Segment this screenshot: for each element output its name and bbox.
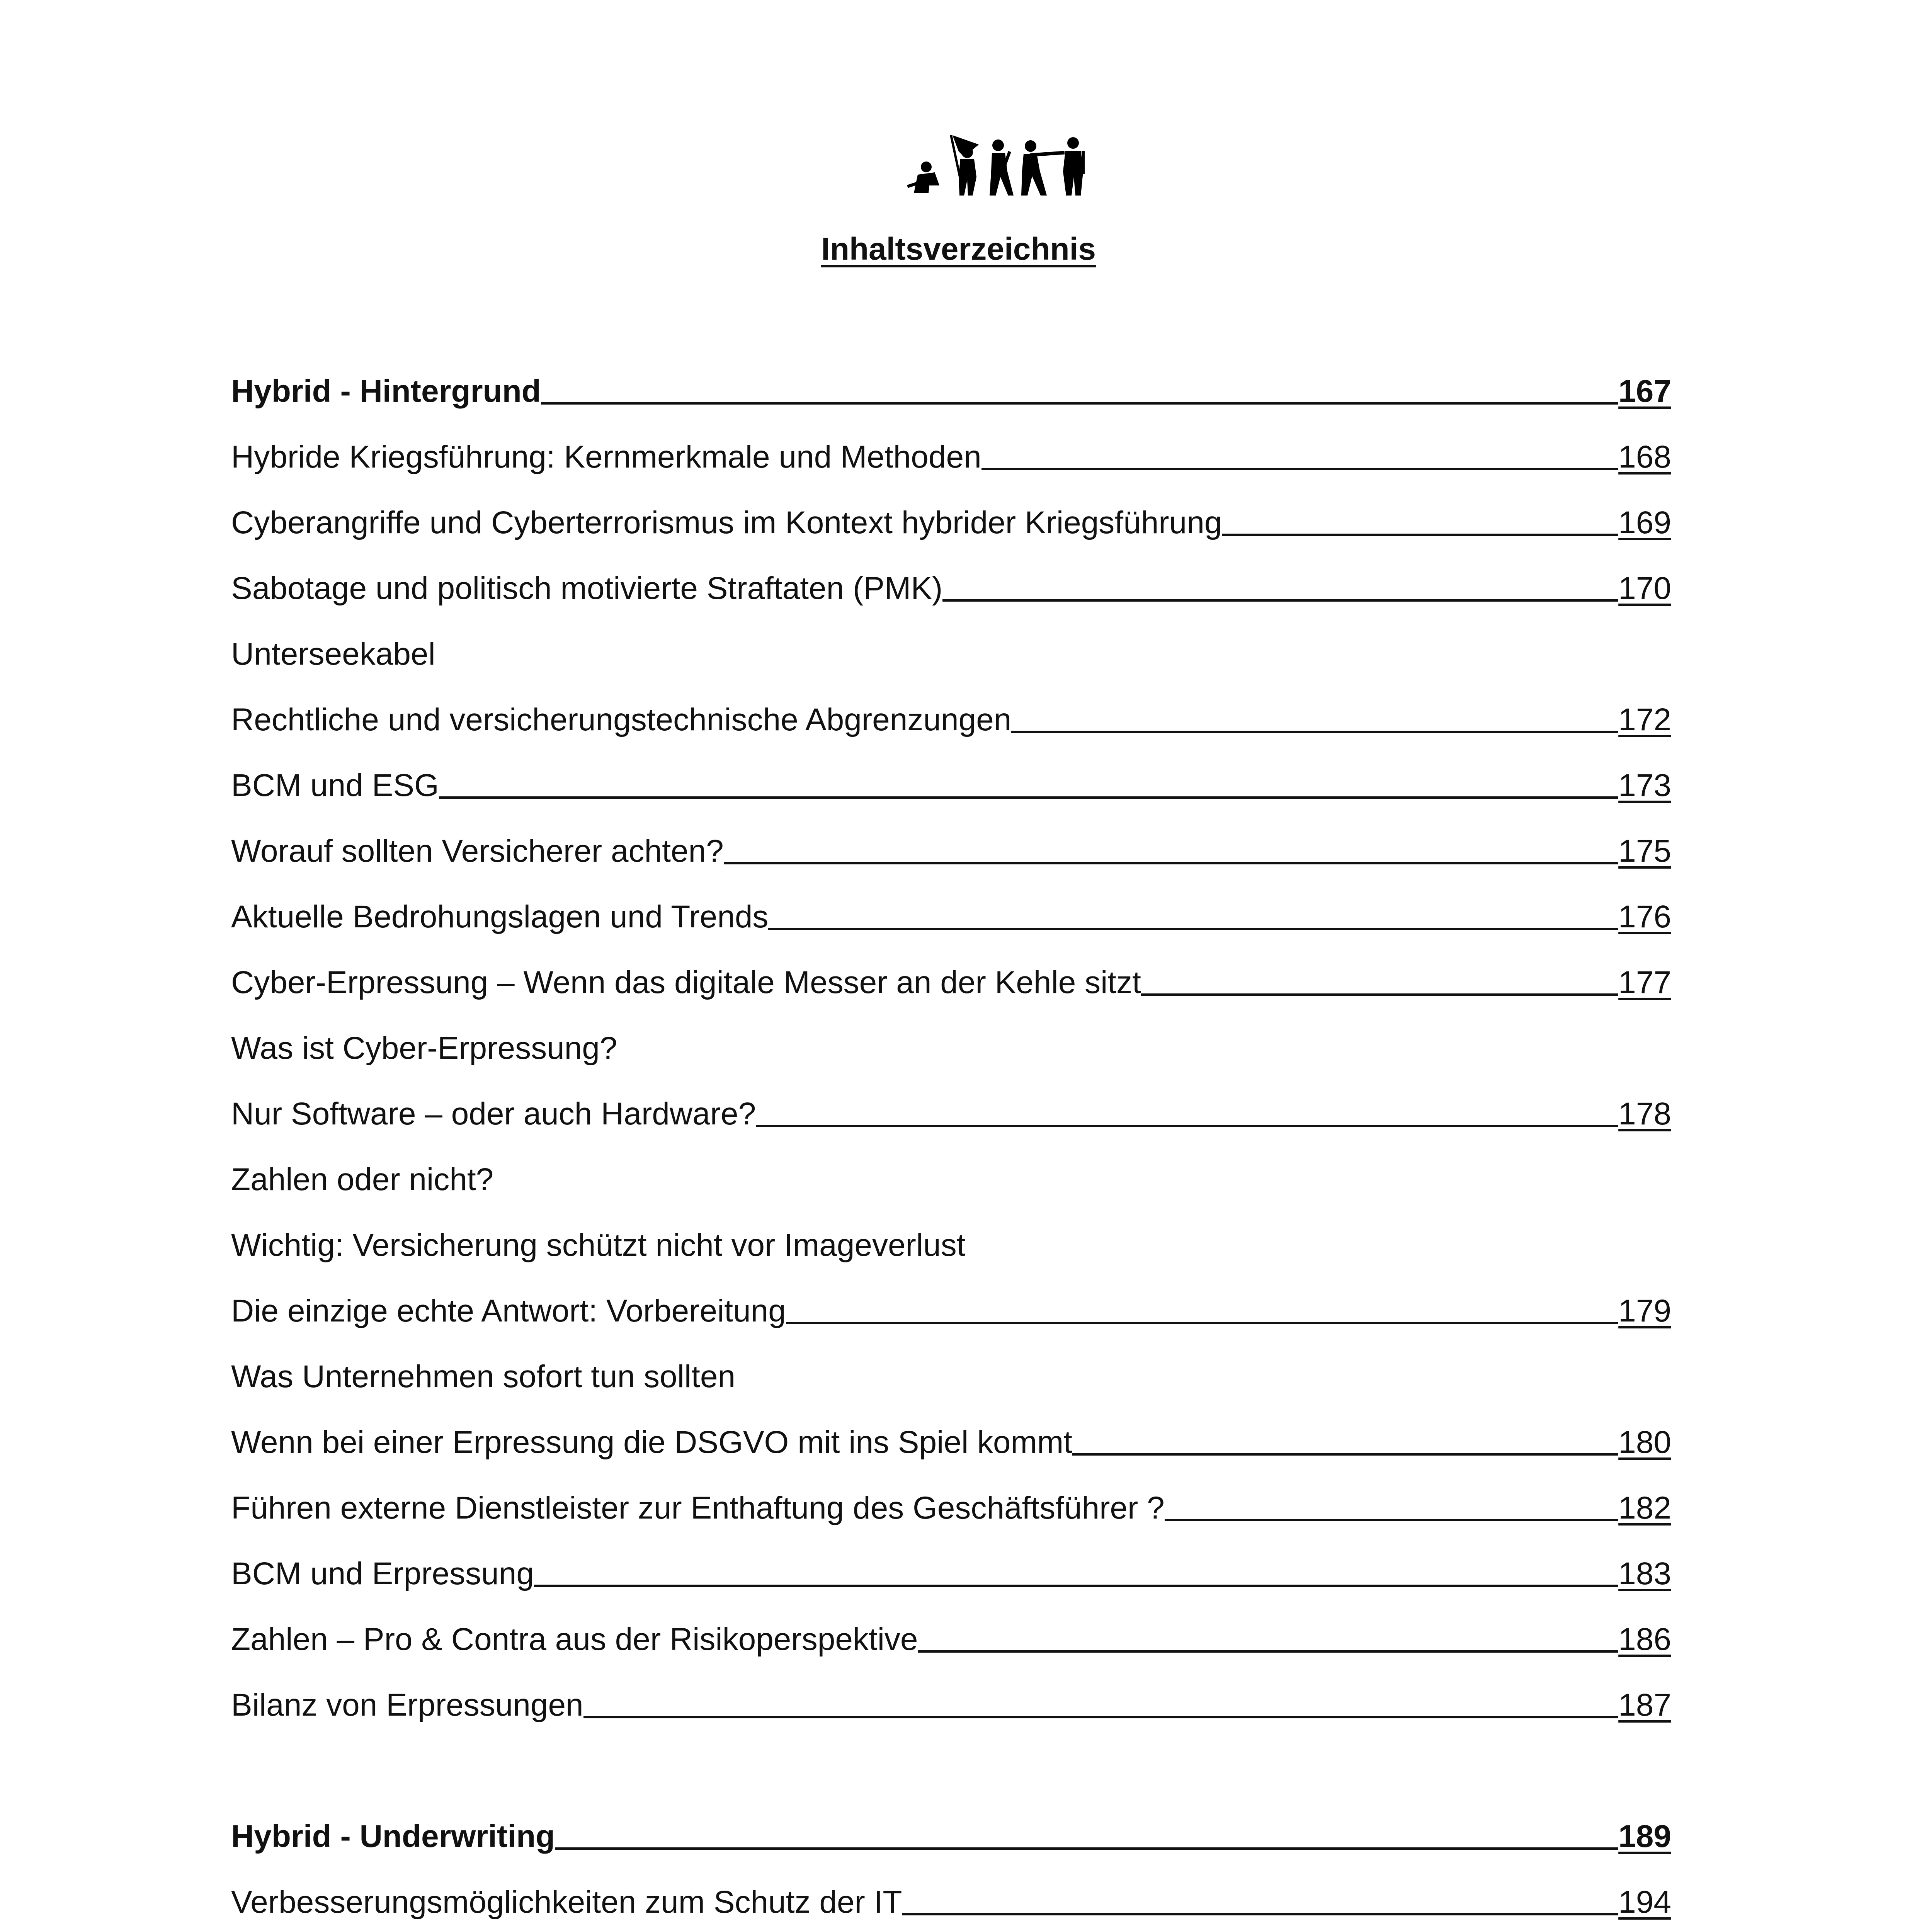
soldier-silhouettes-icon — [906, 124, 1092, 197]
toc-leader-line — [918, 1650, 1619, 1653]
toc-entry[interactable] — [231, 554, 1671, 620]
toc-entry[interactable] — [231, 1671, 1671, 1737]
toc-entry-label: BCM und Erpressung — [231, 1556, 534, 1591]
toc-entry[interactable] — [231, 1408, 1671, 1474]
toc-leader-line — [541, 402, 1618, 405]
toc-entry-label: Cyber-Erpressung – Wenn das digitale Messer an der Kehle sitzt — [231, 965, 1141, 1000]
toc-leader-line — [1165, 1519, 1618, 1521]
toc-entry[interactable] — [231, 752, 1671, 817]
toc-entry-label: Sabotage und politisch motivierte Straftaten (PMK) — [231, 571, 943, 606]
toc-section-heading[interactable] — [231, 1803, 1671, 1868]
toc-leader-line — [756, 1125, 1618, 1127]
toc-entry[interactable] — [231, 1343, 1671, 1408]
toc-page-number: 178 — [1618, 1096, 1671, 1131]
toc-page-number: 169 — [1618, 505, 1671, 540]
toc-entry-label: Zahlen – Pro & Contra aus der Risikoperspektive — [231, 1622, 918, 1657]
toc-entry-label: Aktuelle Bedrohungslagen und Trends — [231, 899, 769, 934]
toc-entry-label: Führen externe Dienstleister zur Enthaftung des Geschäftsführer ? — [231, 1490, 1165, 1526]
toc-entry[interactable] — [231, 949, 1671, 1014]
toc-title: Inhaltsverzeichnis — [821, 231, 1096, 267]
toc-page-number: 170 — [1618, 571, 1671, 606]
toc-leader-line — [439, 796, 1618, 799]
toc-entry[interactable] — [231, 489, 1671, 554]
toc-leader-line — [981, 468, 1618, 470]
toc-leader-line — [942, 599, 1618, 602]
toc-page-number: 172 — [1618, 702, 1671, 737]
toc-page-number: 179 — [1618, 1293, 1671, 1328]
toc-leader-line — [534, 1585, 1618, 1587]
toc-entry-label: Cyberangriffe und Cyberterrorismus im Kontext hybrider Kriegsführung — [231, 505, 1222, 540]
toc-entry-label: BCM und ESG — [231, 768, 439, 803]
toc-entry-label: Bilanz von Erpressungen — [231, 1687, 583, 1723]
toc-entry[interactable] — [231, 1146, 1671, 1211]
toc-entry-label: Worauf sollten Versicherer achten? — [231, 833, 724, 869]
toc-entry[interactable] — [231, 817, 1671, 883]
toc-page-number: 168 — [1618, 439, 1671, 474]
toc-entry[interactable] — [231, 1080, 1671, 1146]
toc-entry[interactable] — [231, 423, 1671, 489]
toc-entry[interactable] — [231, 1605, 1671, 1671]
toc-leader-line — [768, 928, 1618, 930]
toc-entry[interactable] — [231, 1014, 1671, 1080]
toc-entry[interactable] — [231, 1540, 1671, 1605]
toc-page-number: 186 — [1618, 1622, 1671, 1657]
toc-entry[interactable] — [231, 686, 1671, 752]
toc-section-heading[interactable] — [231, 357, 1671, 423]
toc-entry-label: Was Unternehmen sofort tun sollten — [231, 1359, 736, 1394]
toc-entry-label: Zahlen oder nicht? — [231, 1162, 494, 1197]
toc-page-number: 189 — [1618, 1819, 1671, 1854]
toc-entry-label: Die einzige echte Antwort: Vorbereitung — [231, 1293, 786, 1328]
toc-entry[interactable] — [231, 1277, 1671, 1343]
toc-page-number: 175 — [1618, 833, 1671, 869]
toc-entry-label: Hybrid - Underwriting — [231, 1819, 555, 1854]
toc-entry-label: Nur Software – oder auch Hardware? — [231, 1096, 756, 1131]
toc-entry[interactable] — [231, 883, 1671, 949]
toc-entry[interactable] — [231, 620, 1671, 686]
toc-entry-label: Wichtig: Versicherung schützt nicht vor Imageverlust — [231, 1228, 966, 1263]
toc-entry-label: Was ist Cyber-Erpressung? — [231, 1031, 617, 1066]
toc-page-number: 180 — [1618, 1425, 1671, 1460]
toc-leader-line — [902, 1913, 1619, 1915]
toc-entry-label: Wenn bei einer Erpressung die DSGVO mit ins Spiel kommt — [231, 1425, 1072, 1460]
toc-entry[interactable] — [231, 1211, 1671, 1277]
toc-list — [231, 357, 1671, 1932]
toc-page-number: 177 — [1618, 965, 1671, 1000]
toc-entry[interactable] — [231, 1868, 1671, 1932]
toc-leader-line — [1141, 993, 1618, 996]
toc-page-number: 183 — [1618, 1556, 1671, 1591]
toc-leader-line — [555, 1847, 1618, 1850]
toc-entry-label: Hybrid - Hintergrund — [231, 374, 541, 409]
toc-page-number: 167 — [1618, 374, 1671, 409]
toc-leader-line — [583, 1716, 1619, 1718]
toc-entry[interactable] — [231, 1474, 1671, 1540]
toc-leader-line — [1072, 1453, 1618, 1456]
toc-entry-label: Rechtliche und versicherungstechnische Abgrenzungen — [231, 702, 1012, 737]
toc-entry-label: Unterseekabel — [231, 636, 435, 672]
toc-page-number: 182 — [1618, 1490, 1671, 1526]
toc-leader-line — [786, 1322, 1618, 1324]
toc-leader-line — [1011, 731, 1618, 733]
toc-leader-line — [724, 862, 1618, 864]
toc-page-number: 187 — [1618, 1687, 1671, 1723]
toc-page-number: 194 — [1618, 1884, 1671, 1920]
toc-entry-label: Hybride Kriegsführung: Kernmerkmale und Methoden — [231, 439, 981, 474]
toc-entry-label: Verbesserungsmöglichkeiten zum Schutz der IT — [231, 1884, 902, 1920]
toc-page-number: 173 — [1618, 768, 1671, 803]
toc-page-number: 176 — [1618, 899, 1671, 934]
toc-leader-line — [1222, 534, 1618, 536]
